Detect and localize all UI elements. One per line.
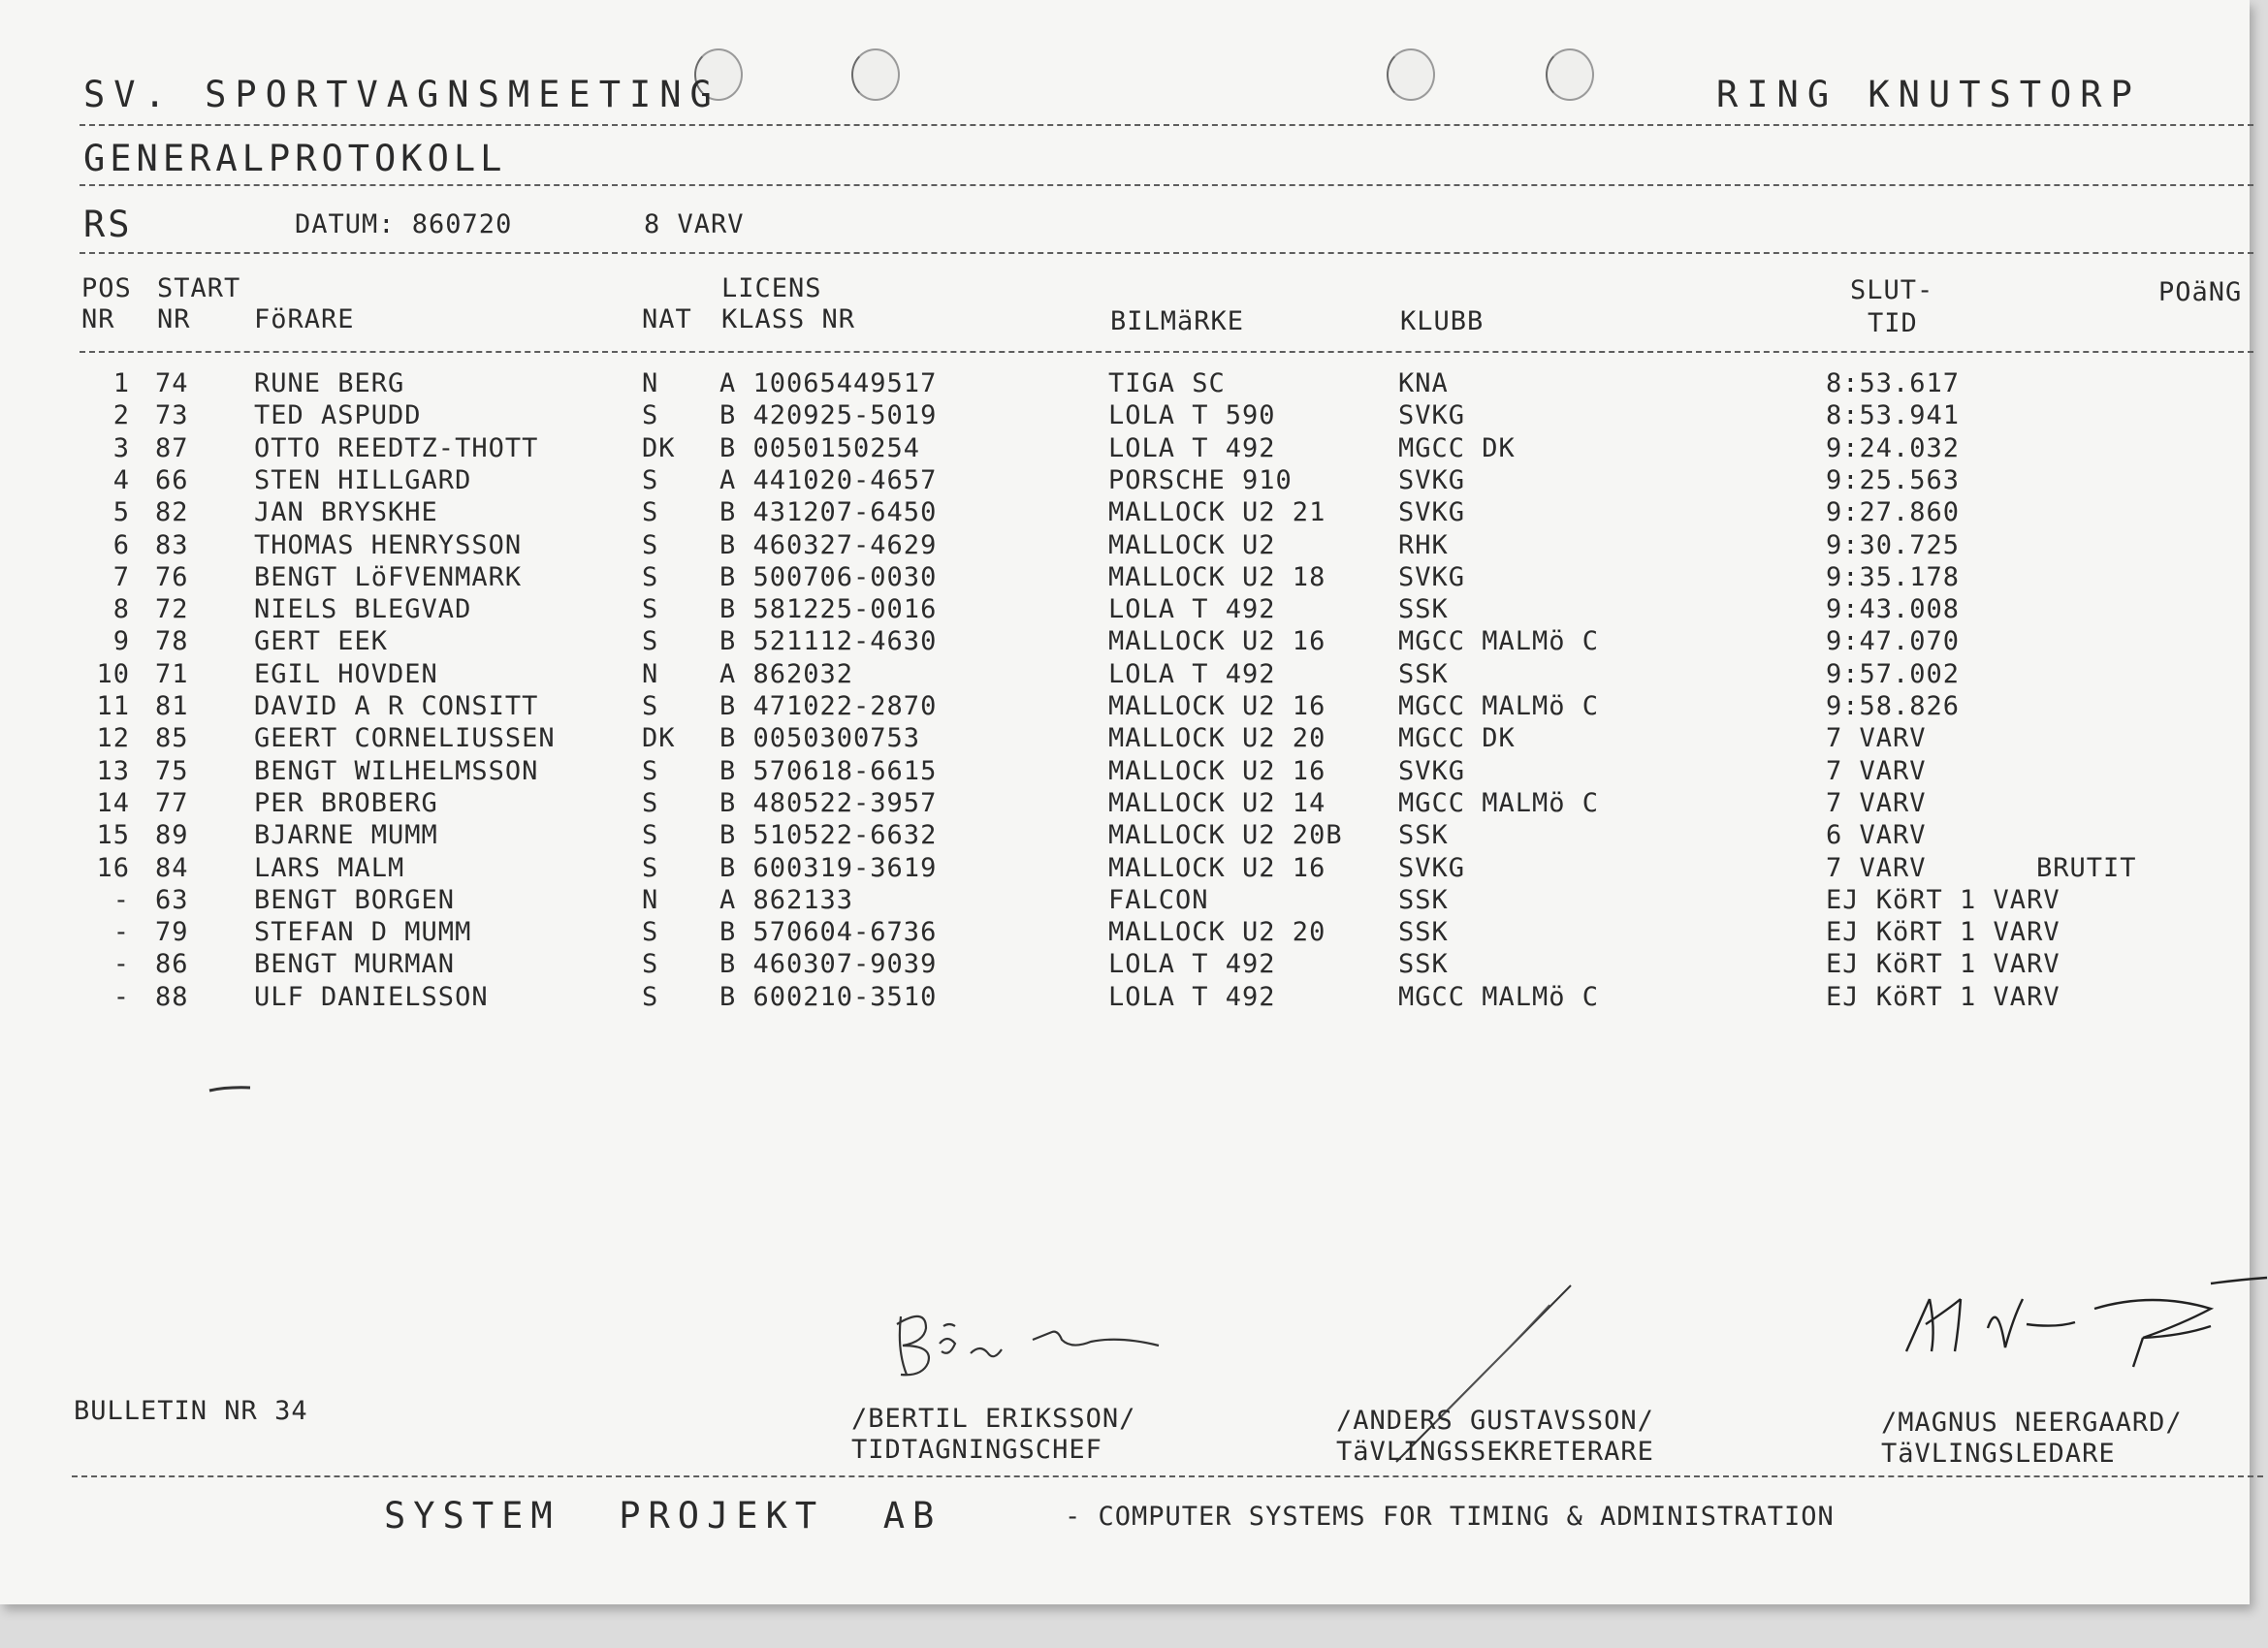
time-cell: 7 VARV [1826, 755, 1927, 786]
table-row [0, 433, 2268, 464]
car-cell: PORSCHE 910 [1108, 464, 1293, 495]
time-cell: 7 VARV [1826, 852, 1927, 883]
col-points: POäNG [2158, 277, 2243, 307]
divider [80, 351, 2253, 353]
lap-count: 8 VARV [644, 209, 745, 239]
start-cell: 89 [155, 820, 189, 851]
driver-cell: PER BROBERG [254, 787, 438, 818]
table-row [0, 465, 2268, 496]
license-cell: B 420925-5019 [719, 400, 938, 431]
car-cell: LOLA T 590 [1108, 400, 1276, 431]
start-cell: 84 [155, 852, 189, 883]
points-cell: BRUTIT [2036, 852, 2137, 883]
nat-cell: S [642, 820, 659, 851]
car-cell: MALLOCK U2 16 [1108, 755, 1326, 786]
driver-cell: DAVID A R CONSITT [254, 691, 539, 721]
nat-cell: S [642, 497, 659, 528]
club-cell: MGCC DK [1398, 432, 1516, 463]
car-cell: TIGA SC [1108, 368, 1226, 398]
license-cell: A 441020-4657 [719, 464, 938, 495]
col-time: SLUT- [1850, 275, 1934, 305]
table-row [0, 756, 2268, 787]
driver-cell: GEERT CORNELIUSSEN [254, 723, 556, 754]
nat-cell: S [642, 981, 659, 1012]
driver-cell: RUNE BERG [254, 368, 405, 398]
driver-cell: GERT EEK [254, 626, 389, 657]
table-row [0, 659, 2268, 690]
license-cell: B 0050150254 [719, 432, 921, 463]
car-cell: LOLA T 492 [1108, 658, 1276, 689]
license-cell: B 510522-6632 [719, 820, 938, 851]
nat-cell: S [642, 594, 659, 625]
license-cell: B 521112-4630 [719, 626, 938, 657]
table-row [0, 562, 2268, 593]
nat-cell: N [642, 884, 659, 915]
time-cell: 7 VARV [1826, 787, 1927, 818]
table-row [0, 949, 2268, 980]
start-cell: 76 [155, 561, 189, 592]
license-cell: B 570618-6615 [719, 755, 938, 786]
pos-cell: 4 [112, 464, 130, 495]
nat-cell: S [642, 755, 659, 786]
pos-cell: 3 [112, 432, 130, 463]
club-cell: SSK [1398, 594, 1449, 625]
time-cell: EJ KöRT 1 VARV [1826, 949, 2060, 980]
pos-cell: - [112, 949, 130, 980]
nat-cell: S [642, 561, 659, 592]
col-pos: POS [81, 273, 132, 303]
nat-cell: DK [642, 723, 676, 754]
table-row [0, 982, 2268, 1013]
car-cell: MALLOCK U2 20 [1108, 723, 1326, 754]
col-driver: FöRARE [254, 304, 355, 334]
pos-cell: 11 [96, 691, 130, 721]
race-date: DATUM: 860720 [295, 209, 513, 239]
license-cell: B 460307-9039 [719, 949, 938, 980]
col-license: KLASS NR [721, 304, 856, 334]
signer-name: /ANDERS GUSTAVSSON/ [1336, 1406, 1654, 1436]
event-title: SV. SPORTVAGNSMEETING [83, 74, 720, 115]
table-row [0, 723, 2268, 754]
nat-cell: S [642, 400, 659, 431]
car-cell: FALCON [1108, 884, 1209, 915]
license-cell: B 570604-6736 [719, 917, 938, 948]
nat-cell: S [642, 691, 659, 721]
signature-bertil [887, 1297, 1168, 1384]
license-cell: B 0050300753 [719, 723, 921, 754]
venue-title: RING KNUTSTORP [1716, 74, 2141, 115]
pos-cell: - [112, 981, 130, 1012]
col-club: KLUBB [1400, 306, 1485, 336]
table-row [0, 691, 2268, 722]
nat-cell: N [642, 658, 659, 689]
driver-cell: JAN BRYSKHE [254, 497, 438, 528]
club-cell: MGCC MALMö C [1398, 626, 1600, 657]
club-cell: SSK [1398, 658, 1449, 689]
nat-cell: DK [642, 432, 676, 463]
club-cell: MGCC MALMö C [1398, 981, 1600, 1012]
col-car: BILMäRKE [1110, 306, 1245, 336]
col-start: NR [157, 304, 191, 334]
table-row [0, 917, 2268, 948]
start-cell: 75 [155, 755, 189, 786]
pos-cell: 15 [96, 820, 130, 851]
license-cell: B 581225-0016 [719, 594, 938, 625]
club-cell: SSK [1398, 820, 1449, 851]
pen-mark [208, 1082, 252, 1095]
driver-cell: EGIL HOVDEN [254, 658, 438, 689]
time-cell: 6 VARV [1826, 820, 1927, 851]
time-cell: 9:57.002 [1826, 658, 1961, 689]
pos-cell: 7 [112, 561, 130, 592]
signer-role: TIDTAGNINGSCHEF [851, 1435, 1102, 1465]
driver-cell: BENGT MURMAN [254, 949, 456, 980]
time-cell: 9:47.070 [1826, 626, 1961, 657]
start-cell: 73 [155, 400, 189, 431]
driver-cell: OTTO REEDTZ-THOTT [254, 432, 539, 463]
club-cell: SVKG [1398, 464, 1466, 495]
club-cell: SVKG [1398, 755, 1466, 786]
punch-hole [1387, 48, 1435, 101]
start-cell: 66 [155, 464, 189, 495]
time-cell: 9:30.725 [1826, 529, 1961, 560]
driver-cell: STEN HILLGARD [254, 464, 472, 495]
signature-magnus [1891, 1270, 2268, 1396]
club-cell: SVKG [1398, 852, 1466, 883]
car-cell: MALLOCK U2 18 [1108, 561, 1326, 592]
divider [80, 252, 2253, 254]
signer-role: TäVLINGSLEDARE [1881, 1439, 2116, 1469]
signer-name: /BERTIL ERIKSSON/ [851, 1404, 1136, 1434]
start-cell: 74 [155, 368, 189, 398]
driver-cell: BJARNE MUMM [254, 820, 438, 851]
time-cell: 9:24.032 [1826, 432, 1961, 463]
driver-cell: TED ASPUDD [254, 400, 422, 431]
license-cell: B 480522-3957 [719, 787, 938, 818]
start-cell: 71 [155, 658, 189, 689]
club-cell: MGCC MALMö C [1398, 691, 1600, 721]
car-cell: LOLA T 492 [1108, 981, 1276, 1012]
license-cell: A 10065449517 [719, 368, 938, 398]
start-cell: 86 [155, 949, 189, 980]
car-cell: MALLOCK U2 20 [1108, 917, 1326, 948]
pos-cell: 12 [96, 723, 130, 754]
table-row [0, 497, 2268, 528]
pos-cell: 13 [96, 755, 130, 786]
club-cell: SSK [1398, 884, 1449, 915]
license-cell: B 431207-6450 [719, 497, 938, 528]
club-cell: KNA [1398, 368, 1449, 398]
start-cell: 83 [155, 529, 189, 560]
time-cell: 9:35.178 [1826, 561, 1961, 592]
divider [80, 184, 2253, 186]
driver-cell: THOMAS HENRYSSON [254, 529, 523, 560]
table-row [0, 788, 2268, 819]
pos-cell: - [112, 917, 130, 948]
club-cell: SVKG [1398, 400, 1466, 431]
table-row [0, 885, 2268, 916]
license-cell: B 460327-4629 [719, 529, 938, 560]
punch-hole [1546, 48, 1594, 101]
license-cell: B 471022-2870 [719, 691, 938, 721]
car-cell: MALLOCK U2 16 [1108, 691, 1326, 721]
col-license: LICENS [721, 273, 822, 303]
car-cell: LOLA T 492 [1108, 594, 1276, 625]
nat-cell: S [642, 626, 659, 657]
club-cell: MGCC DK [1398, 723, 1516, 754]
time-cell: EJ KöRT 1 VARV [1826, 884, 2060, 915]
bulletin-number: BULLETIN NR 34 [74, 1396, 308, 1426]
car-cell: LOLA T 492 [1108, 949, 1276, 980]
start-cell: 77 [155, 787, 189, 818]
start-cell: 78 [155, 626, 189, 657]
pos-cell: 8 [112, 594, 130, 625]
nat-cell: S [642, 852, 659, 883]
start-cell: 85 [155, 723, 189, 754]
col-time: TID [1868, 308, 1918, 338]
club-cell: RHK [1398, 529, 1449, 560]
pos-cell: 9 [112, 626, 130, 657]
company-tagline: - COMPUTER SYSTEMS FOR TIMING & ADMINISTRATION [1065, 1502, 1835, 1532]
table-row [0, 820, 2268, 851]
start-cell: 88 [155, 981, 189, 1012]
divider [72, 1475, 2263, 1477]
class-code: RS [83, 204, 133, 245]
signer-role: TäVLINGSSEKRETERARE [1336, 1437, 1654, 1467]
nat-cell: S [642, 787, 659, 818]
start-cell: 87 [155, 432, 189, 463]
driver-cell: NIELS BLEGVAD [254, 594, 472, 625]
table-row [0, 530, 2268, 561]
driver-cell: BENGT LöFVENMARK [254, 561, 523, 592]
nat-cell: S [642, 529, 659, 560]
col-nat: NAT [642, 304, 692, 334]
license-cell: B 600319-3619 [719, 852, 938, 883]
nat-cell: S [642, 917, 659, 948]
table-row [0, 368, 2268, 399]
club-cell: SSK [1398, 917, 1449, 948]
nat-cell: N [642, 368, 659, 398]
driver-cell: ULF DANIELSSON [254, 981, 489, 1012]
start-cell: 79 [155, 917, 189, 948]
start-cell: 72 [155, 594, 189, 625]
car-cell: MALLOCK U2 21 [1108, 497, 1326, 528]
time-cell: 9:25.563 [1826, 464, 1961, 495]
time-cell: EJ KöRT 1 VARV [1826, 981, 2060, 1012]
table-row [0, 594, 2268, 625]
protocol-title: GENERALPROTOKOLL [83, 138, 507, 179]
col-pos: NR [81, 304, 115, 334]
pos-cell: - [112, 884, 130, 915]
car-cell: LOLA T 492 [1108, 432, 1276, 463]
signer-name: /MAGNUS NEERGAARD/ [1881, 1408, 2183, 1438]
time-cell: EJ KöRT 1 VARV [1826, 917, 2060, 948]
company-name: SYSTEM PROJEKT AB [384, 1495, 942, 1537]
license-cell: A 862032 [719, 658, 854, 689]
table-row [0, 626, 2268, 657]
time-cell: 9:43.008 [1826, 594, 1961, 625]
pos-cell: 6 [112, 529, 130, 560]
driver-cell: BENGT BORGEN [254, 884, 456, 915]
club-cell: SVKG [1398, 561, 1466, 592]
pos-cell: 1 [112, 368, 130, 398]
license-cell: A 862133 [719, 884, 854, 915]
start-cell: 82 [155, 497, 189, 528]
nat-cell: S [642, 949, 659, 980]
col-start: START [157, 273, 241, 303]
pos-cell: 10 [96, 658, 130, 689]
start-cell: 81 [155, 691, 189, 721]
pos-cell: 2 [112, 400, 130, 431]
time-cell: 9:27.860 [1826, 497, 1961, 528]
car-cell: MALLOCK U2 16 [1108, 852, 1326, 883]
car-cell: MALLOCK U2 14 [1108, 787, 1326, 818]
car-cell: MALLOCK U2 16 [1108, 626, 1326, 657]
pos-cell: 16 [96, 852, 130, 883]
divider [80, 124, 2253, 126]
table-row [0, 853, 2268, 884]
driver-cell: LARS MALM [254, 852, 405, 883]
start-cell: 63 [155, 884, 189, 915]
club-cell: SVKG [1398, 497, 1466, 528]
car-cell: MALLOCK U2 [1108, 529, 1276, 560]
punch-hole [851, 48, 900, 101]
car-cell: MALLOCK U2 20B [1108, 820, 1343, 851]
license-cell: B 500706-0030 [719, 561, 938, 592]
time-cell: 8:53.941 [1826, 400, 1961, 431]
time-cell: 7 VARV [1826, 723, 1927, 754]
license-cell: B 600210-3510 [719, 981, 938, 1012]
nat-cell: S [642, 464, 659, 495]
time-cell: 8:53.617 [1826, 368, 1961, 398]
pos-cell: 5 [112, 497, 130, 528]
driver-cell: STEFAN D MUMM [254, 917, 472, 948]
pos-cell: 14 [96, 787, 130, 818]
club-cell: MGCC MALMö C [1398, 787, 1600, 818]
time-cell: 9:58.826 [1826, 691, 1961, 721]
table-row [0, 400, 2268, 431]
driver-cell: BENGT WILHELMSSON [254, 755, 539, 786]
club-cell: SSK [1398, 949, 1449, 980]
